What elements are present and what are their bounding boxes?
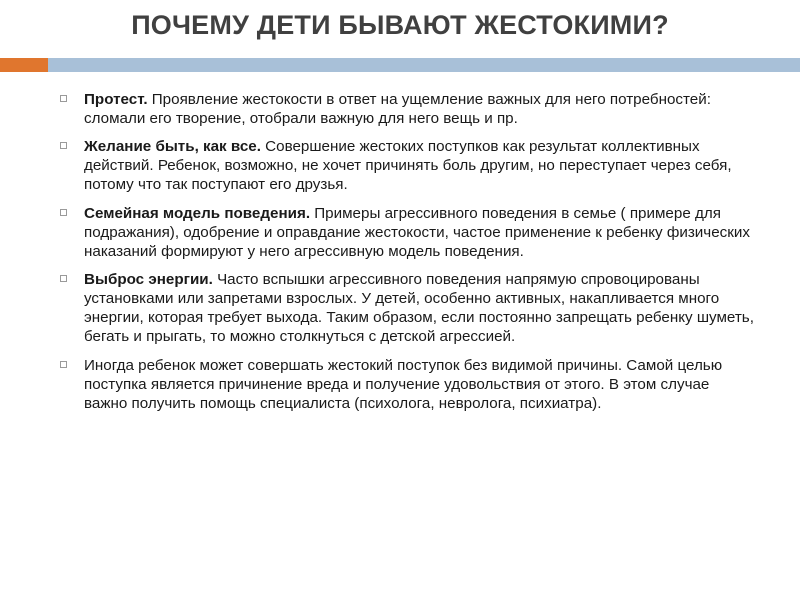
list-item-text: Проявление жестокости в ответ на ущемление важных для него потребностей: сломали его творение, отобрали важную для него вещь и пр. <box>84 90 711 127</box>
bullet-list <box>46 90 754 413</box>
list-item-lead: Выброс энергии. <box>84 270 213 288</box>
square-bullet-icon <box>60 361 67 368</box>
list-item <box>46 90 754 128</box>
list-item-lead: Семейная модель поведения. <box>84 204 311 222</box>
list-item <box>46 356 754 413</box>
list-item-text: Иногда ребенок может совершать жестокий поступок без видимой причины. Самой целью поступка является причинение вреда и получение удовольствия от этого. В этом случае важно получить помощь специалиста (психолога, невролога, психиатра). <box>84 356 723 412</box>
square-bullet-icon <box>60 275 67 282</box>
square-bullet-icon <box>60 95 67 102</box>
square-bullet-icon <box>60 142 67 149</box>
content-area <box>0 72 800 413</box>
list-item-text: Совершение жестоких поступков как результат коллективных действий. Ребенок, возможно, не хочет причинять боль другим, но переступает через себя, потому что так поступают его друзья. <box>84 138 732 194</box>
title-area <box>0 0 800 42</box>
page-title: ПОЧЕМУ ДЕТИ БЫВАЮТ ЖЕСТОКИМИ? <box>131 10 669 40</box>
title-divider <box>0 58 800 72</box>
divider-accent-right <box>48 58 800 72</box>
divider-accent-left <box>0 58 48 72</box>
list-item-lead: Желание быть, как все. <box>84 138 261 156</box>
list-item-lead: Протест. <box>84 90 148 108</box>
list-item <box>46 137 754 194</box>
list-item <box>46 204 754 261</box>
list-item-text: Примеры агрессивного поведения в семье ( примере для подражания), одобрение и оправдание жестокости, частое применение к ребенку физических наказаний формируют у него агрессивную модель поведения. <box>84 204 750 260</box>
list-item-text: Часто вспышки агрессивного поведения напрямую спровоцированы установками или запретами взрослых. У детей, особенно активных, накапливается много энергии, которая требует выхода. Таким образом, если постоянно запрещать ребенку шуметь, бегать и прыгать, то можно столкнуться с детской агрессией. <box>84 270 754 346</box>
square-bullet-icon <box>60 209 67 216</box>
list-item <box>46 270 754 347</box>
